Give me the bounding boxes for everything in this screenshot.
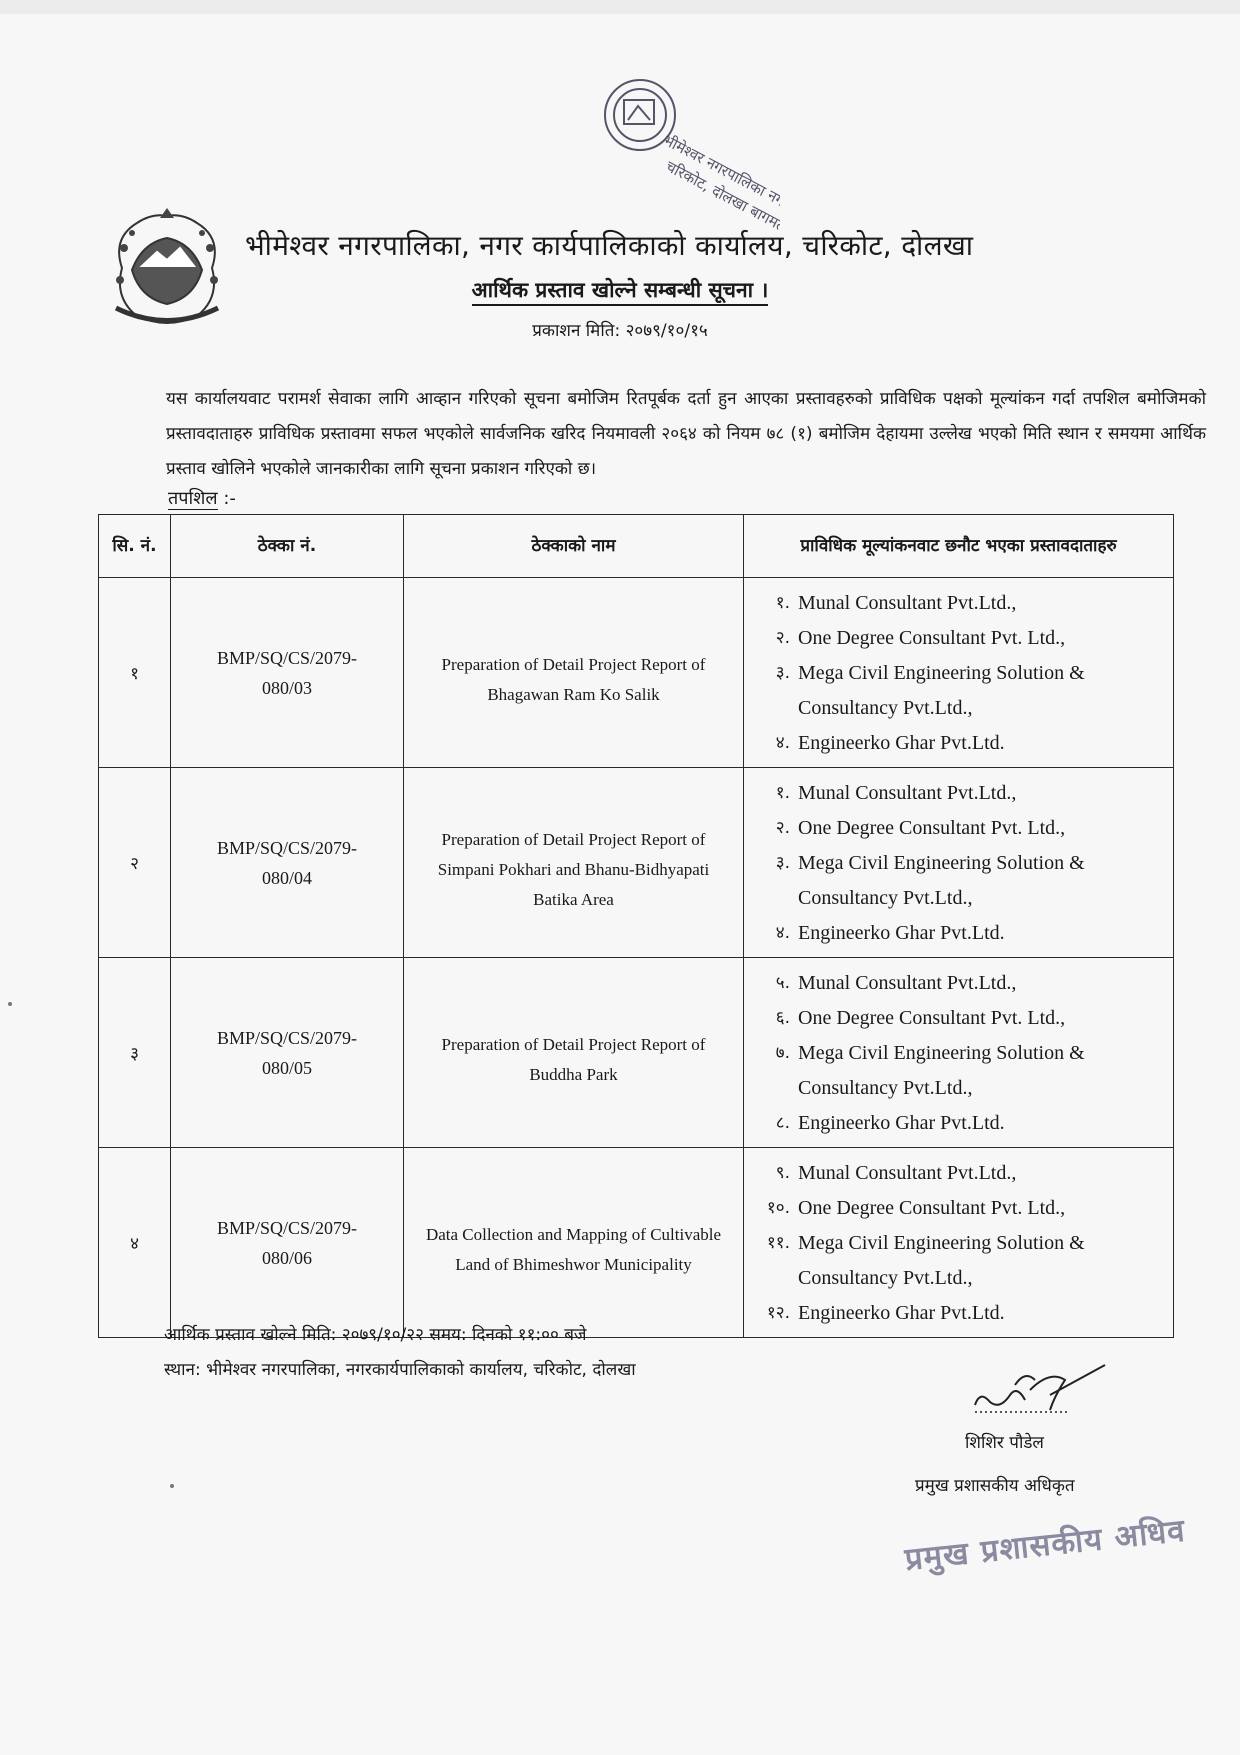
bidder-name: Engineerko Ghar Pvt.Ltd.: [798, 1112, 1005, 1134]
row-contract-no: BMP/SQ/CS/2079-080/04: [171, 768, 404, 958]
bidder-item: [744, 621, 1173, 656]
bidder-number: ३.: [775, 663, 790, 683]
bidder-name: One Degree Consultant Pvt. Ltd.,: [798, 627, 1066, 649]
table-row: [99, 1148, 1174, 1338]
bidder-name: One Degree Consultant Pvt. Ltd.,: [798, 1007, 1066, 1029]
row-contract-no: BMP/SQ/CS/2079-080/06: [171, 1148, 404, 1338]
bidder-number: ८.: [775, 1113, 790, 1133]
bidder-item: [744, 966, 1173, 1001]
scan-speck: [8, 1002, 12, 1006]
publication-date: प्रकाशन मिति: २०७९/१०/१५: [532, 321, 708, 341]
row-bidders: [744, 768, 1174, 958]
bidders-table: [98, 514, 1174, 1338]
bidder-item: [744, 1036, 1173, 1106]
scan-speck: [170, 1484, 174, 1488]
bidder-name: Mega Civil Engineering Solution & Consultancy Pvt.Ltd.,: [798, 1042, 1085, 1099]
seal-text-top: भीमेश्वर नगरपालिका नगर: [659, 130, 780, 213]
row-contract-name: Preparation of Detail Project Report of Bhagawan Ram Ko Salik: [404, 578, 744, 768]
row-contract-no: BMP/SQ/CS/2079-080/03: [171, 578, 404, 768]
designation-stamp: प्रमुख प्रशासकीय अधिव: [903, 1512, 1188, 1578]
details-label-suffix: :-: [217, 488, 236, 509]
bidder-number: ६.: [775, 1008, 790, 1028]
row-bidders: [744, 958, 1174, 1148]
bidder-number: १.: [775, 593, 790, 613]
opening-venue: स्थान: भीमेश्वर नगरपालिका, नगरकार्यपालिकाको कार्यालय, चरिकोट, दोलखा: [164, 1360, 636, 1380]
bidder-number: १.: [775, 783, 790, 803]
opening-date: आर्थिक प्रस्ताव खोल्ने मिति: २०७९/१०/२२ समय: दिनको ११:०० बजे: [164, 1325, 587, 1345]
row-bidders: [744, 1148, 1174, 1338]
bidder-name: One Degree Consultant Pvt. Ltd.,: [798, 1197, 1066, 1219]
table-row: [99, 578, 1174, 768]
bidder-name: One Degree Consultant Pvt. Ltd.,: [798, 817, 1066, 839]
bidder-number: ५.: [775, 973, 790, 993]
bidder-name: Mega Civil Engineering Solution & Consultancy Pvt.Ltd.,: [798, 662, 1085, 719]
bidder-item: [744, 1296, 1173, 1331]
bidder-item: [744, 1156, 1173, 1191]
row-contract-name: Preparation of Detail Project Report of Buddha Park: [404, 958, 744, 1148]
details-label: [168, 486, 236, 510]
bidder-number: ९.: [775, 1163, 790, 1183]
bidder-name: Mega Civil Engineering Solution & Consultancy Pvt.Ltd.,: [798, 852, 1085, 909]
government-emblem: [102, 208, 232, 330]
bidder-item: [744, 811, 1173, 846]
row-contract-no: BMP/SQ/CS/2079-080/05: [171, 958, 404, 1148]
row-serial: ३: [99, 958, 171, 1148]
header-contract-name: ठेक्काको नाम: [404, 515, 744, 578]
seal-text-bottom: चरिकोट, दोलखा बागमती: [662, 157, 780, 238]
bidder-item: [744, 1001, 1173, 1036]
bidder-name: Engineerko Ghar Pvt.Ltd.: [798, 1302, 1005, 1324]
bidder-item: [744, 846, 1173, 916]
bidder-item: [744, 1106, 1173, 1141]
notice-subject: [0, 276, 1240, 304]
bidder-number: २.: [775, 818, 790, 838]
bidder-number: ७.: [775, 1043, 790, 1063]
bidder-name: Engineerko Ghar Pvt.Ltd.: [798, 732, 1005, 754]
municipal-seal: [580, 70, 780, 245]
bidder-item: [744, 1191, 1173, 1226]
bidder-item: [744, 726, 1173, 761]
bidder-number: ११.: [766, 1233, 790, 1253]
bidder-name: Munal Consultant Pvt.Ltd.,: [798, 782, 1017, 804]
row-serial: २: [99, 768, 171, 958]
bidder-name: Mega Civil Engineering Solution & Consultancy Pvt.Ltd.,: [798, 1232, 1085, 1289]
office-title: भीमेश्वर नगरपालिका, नगर कार्यपालिकाको कार्यालय, चरिकोट, दोलखा: [245, 229, 974, 262]
bidder-number: १०.: [766, 1198, 790, 1218]
header-serial: सि. नं.: [99, 515, 171, 578]
handwritten-signature: [955, 1350, 1115, 1430]
notice-paragraph: यस कार्यालयवाट परामर्श सेवाका लागि आव्हान गरिएको सूचना बमोजिम रितपूर्बक दर्ता हुन आएका प्रस्तावहरुको प्राविधिक पक्षको मूल्यांकन गर्दा तपशिल बमोजिमको प्रस्तावदाताहरु प्राविधिक प्रस्तावमा सफल भएकोले सार्वजनिक खरिद नियमावली २०६४ को नियम ७८ (१) बमोजिम देहायमा उल्लेख भएको मिति स्थान र समयमा आर्थिक प्रस्ताव खोलिने भएकोले जानकारीका लागि सूचना प्रकाशन गरिएको छ।: [166, 389, 1206, 479]
bidder-item: [744, 656, 1173, 726]
row-serial: ४: [99, 1148, 171, 1338]
table-row: [99, 958, 1174, 1148]
bidder-number: ४.: [775, 923, 790, 943]
bidder-name: Munal Consultant Pvt.Ltd.,: [798, 972, 1017, 994]
bidder-number: ३.: [775, 853, 790, 873]
row-serial: १: [99, 578, 171, 768]
table-header-row: [99, 515, 1174, 578]
bidder-item: [744, 1226, 1173, 1296]
header-contract-no: ठेक्का नं.: [171, 515, 404, 578]
signer-name: शिशिर पौडेल: [965, 1433, 1044, 1453]
bidder-item: [744, 916, 1173, 951]
signer-title: प्रमुख प्रशासकीय अधिकृत: [915, 1476, 1075, 1496]
row-contract-name: Preparation of Detail Project Report of Simpani Pokhari and Bhanu-Bidhyapati Batika Area: [404, 768, 744, 958]
subject-text: आर्थिक प्रस्ताव खोल्ने सम्बन्धी सूचना ।: [472, 278, 769, 306]
bidder-number: ४.: [775, 733, 790, 753]
bidder-name: Munal Consultant Pvt.Ltd.,: [798, 592, 1017, 614]
row-bidders: [744, 578, 1174, 768]
row-contract-name: Data Collection and Mapping of Cultivable Land of Bhimeshwor Municipality: [404, 1148, 744, 1338]
table-row: [99, 768, 1174, 958]
bidder-number: २.: [775, 628, 790, 648]
bidder-item: [744, 586, 1173, 621]
scan-edge: [0, 0, 1240, 14]
bidder-name: Engineerko Ghar Pvt.Ltd.: [798, 922, 1005, 944]
bidder-name: Munal Consultant Pvt.Ltd.,: [798, 1162, 1017, 1184]
header-selected-bidders: प्राविधिक मूल्यांकनवाट छनौट भएका प्रस्तावदाताहरु: [744, 515, 1174, 578]
bidder-item: [744, 776, 1173, 811]
bidder-number: १२.: [766, 1303, 790, 1323]
details-label-text: तपशिल: [168, 488, 218, 509]
